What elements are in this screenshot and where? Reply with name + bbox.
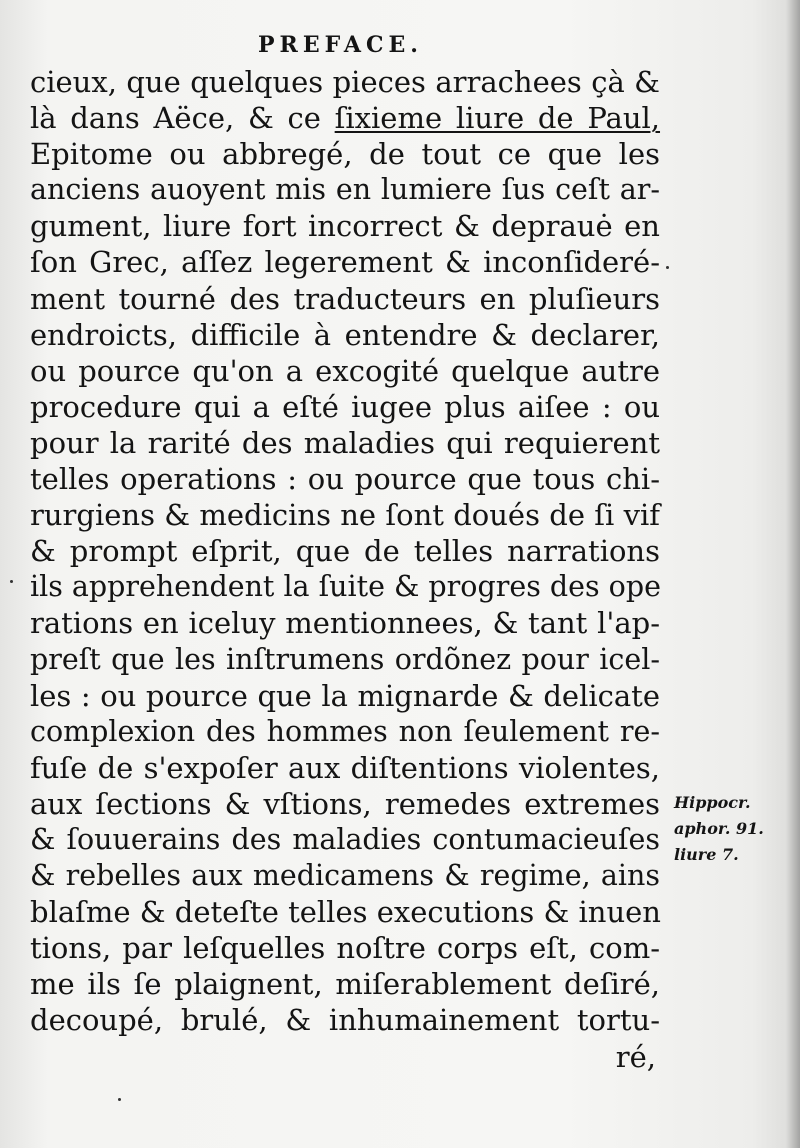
text-line: ou pource qu'on a excogité quelque autre [30, 353, 660, 388]
paper-speck [118, 1098, 121, 1101]
text-line: & ſouuerains des maladies contumacieuſes [30, 822, 660, 856]
text-line: pour la rarité des maladies qui requierent [30, 425, 660, 460]
text-line: aux ſections & vſtions, remedes extremes [30, 786, 660, 821]
text-line: fuſe de s'expoſer aux diſtentions violentes, [30, 750, 660, 785]
text-line: telles operations : ou pource que tous chi- [30, 462, 660, 497]
text-line: me ils ſe plaignent, miſerablement deſiré, [30, 967, 660, 1002]
paper-speck [10, 580, 13, 583]
text-line: rations en iceluy mentionnees, & tant l'ap- [30, 606, 660, 641]
text-line-final: ré, [615, 1039, 656, 1074]
text-line: Epitome ou abbregé, de tout ce que les [30, 137, 660, 172]
paper-speck [666, 266, 669, 269]
text-line-prefix: là dans Aëce, & ce [30, 101, 335, 136]
text-line: endroicts, difficile à entendre & declarer, [30, 317, 660, 352]
margin-note-line: liure 7. [674, 845, 739, 864]
text-line: complexion des hommes non ſeulement re- [30, 714, 660, 748]
text-line: les : ou pource que la mignarde & delicate [30, 678, 660, 713]
text-line: cieux, que quelques pieces arrachees çà & [30, 65, 660, 99]
text-line: procedure qui a eſté iugee plus aiſee : ou [30, 389, 660, 424]
text-line: & prompt eſprit, que de telles narrations [30, 534, 660, 569]
text-line: ils apprehendent la ſuite & progres des ope [30, 570, 661, 604]
text-line: ment tourné des traducteurs en pluſieurs [30, 281, 660, 316]
text-line: rurgiens & medicins ne ſont doués de ſi vif [30, 498, 660, 533]
margin-note-line: Hippocr. [674, 793, 751, 812]
text-line: anciens auoyent mis en lumiere ſus ceſt ar- [30, 173, 660, 207]
underlined-phrase: ſixieme liure de Paul, [334, 101, 661, 136]
text-line: decoupé, brulé, & inhumainement tortu- [30, 1003, 660, 1038]
text-line: tions, par leſquelles noſtre corps eſt, com- [30, 931, 660, 966]
margin-note [674, 790, 784, 868]
text-line-underlined [30, 100, 660, 136]
text-line: blaſme & deteſte telles executions & inuen [30, 895, 661, 930]
text-line: & rebelles aux medicamens & regime, ains [30, 859, 660, 893]
margin-note-line: aphor. 91. [674, 819, 764, 838]
running-header: PREFACE. [258, 32, 423, 58]
text-line: preſt que les inſtrumens ordõnez pour icel- [30, 642, 660, 676]
body-text [30, 64, 660, 1075]
text-line: ſon Grec, aſſez legerement & inconſideré- [30, 245, 660, 280]
page-edge-shadow [786, 0, 800, 1148]
text-line: gument, liure fort incorrect & deprauė en [30, 209, 660, 244]
